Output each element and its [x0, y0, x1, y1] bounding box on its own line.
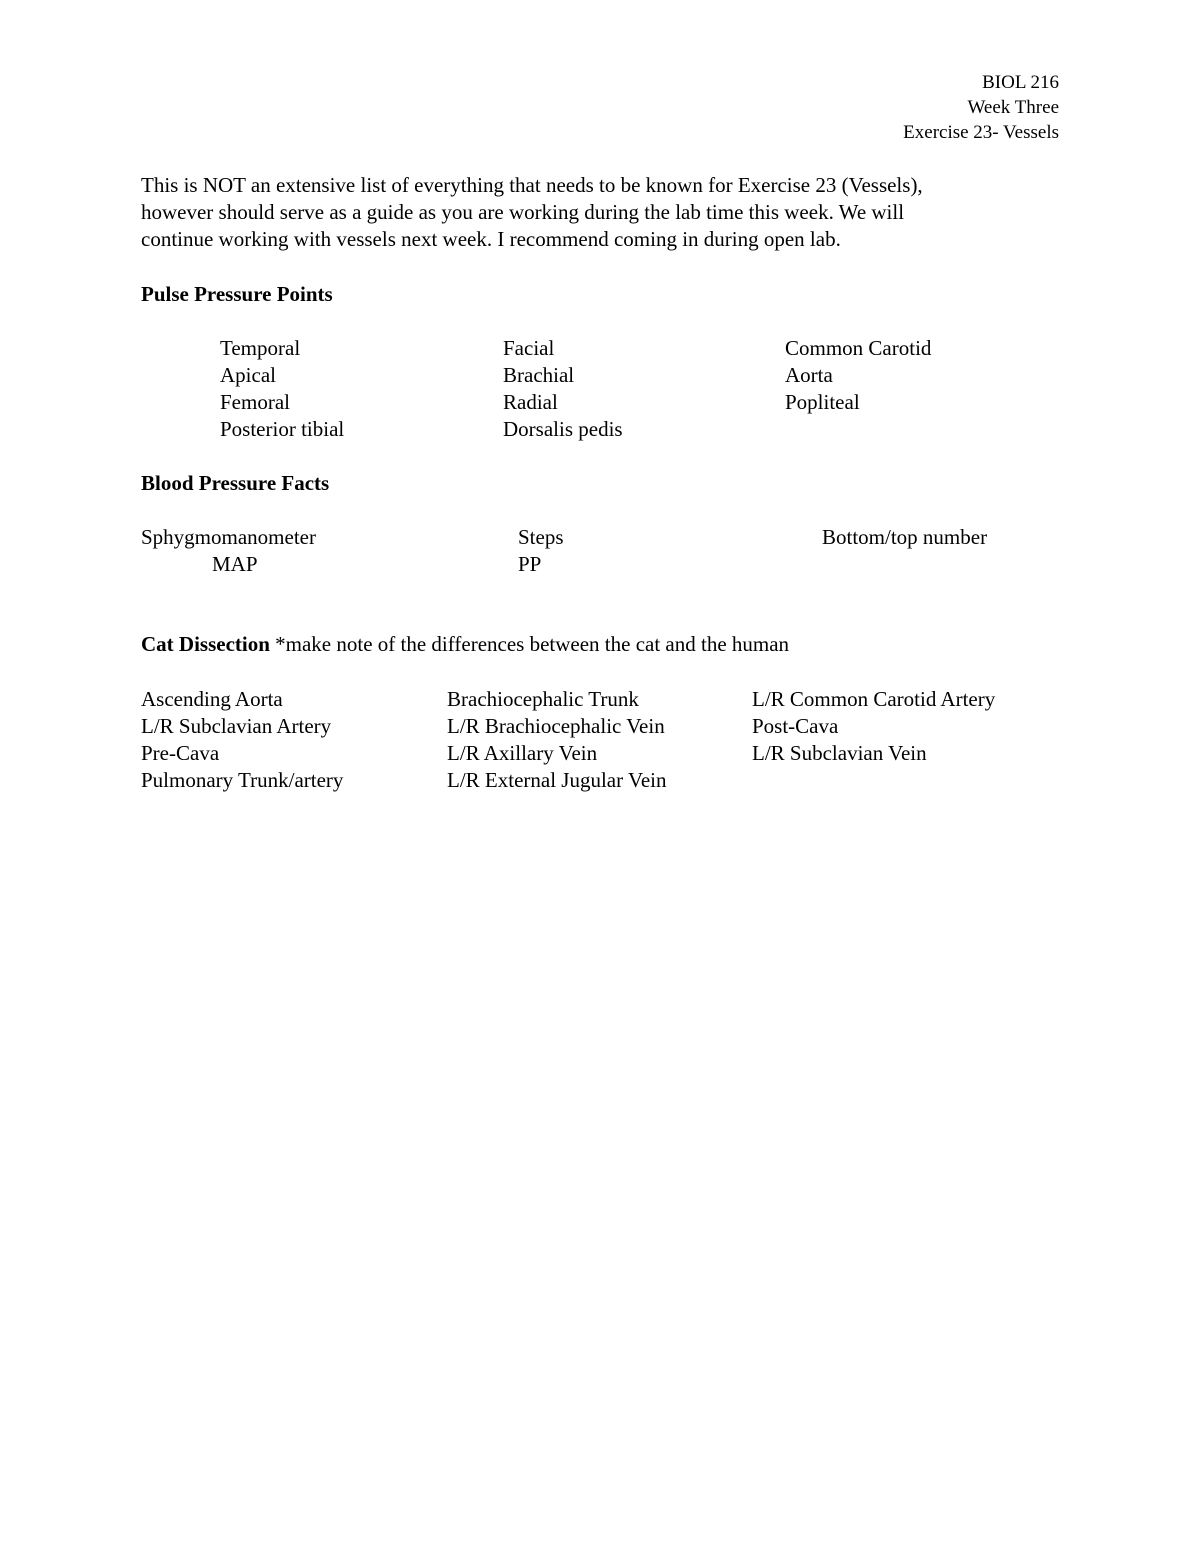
week-label: Week Three: [967, 97, 1059, 118]
pulse-heading: Pulse Pressure Points: [141, 282, 333, 306]
document-header: [903, 70, 1059, 145]
pulse-column-2: [503, 335, 623, 443]
list-item: Popliteal: [785, 390, 860, 414]
list-item: L/R Subclavian Artery: [141, 714, 332, 738]
cat-column-2: [447, 686, 667, 794]
bp-item: Steps: [518, 525, 564, 549]
list-item: L/R Axillary Vein: [447, 741, 598, 765]
bp-item: Sphygmomanometer: [141, 525, 316, 549]
intro-paragraph: [141, 172, 1061, 253]
list-item: Common Carotid: [785, 336, 932, 360]
pulse-column-3: [785, 335, 931, 416]
list-item: Dorsalis pedis: [503, 417, 623, 441]
list-item: L/R Common Carotid Artery: [752, 687, 996, 711]
exercise-title: Exercise 23- Vessels: [903, 122, 1059, 143]
cat-column-3: [752, 686, 995, 767]
list-item: Pre-Cava: [141, 741, 220, 765]
list-item: Femoral: [220, 390, 290, 414]
list-item: Brachiocephalic Trunk: [447, 687, 639, 711]
pulse-column-1: [220, 335, 344, 443]
list-item: L/R Brachiocephalic Vein: [447, 714, 665, 738]
list-item: Radial: [503, 390, 558, 414]
list-item: L/R Subclavian Vein: [752, 741, 927, 765]
list-item: Apical: [220, 363, 276, 387]
list-item: Post-Cava: [752, 714, 839, 738]
cat-heading-line: [141, 631, 789, 658]
course-code: BIOL 216: [982, 72, 1059, 93]
intro-line: continue working with vessels next week. I recommend coming in during open lab.: [141, 227, 841, 251]
list-item: Pulmonary Trunk/artery: [141, 768, 344, 792]
bp-item: Bottom/top number: [822, 525, 988, 549]
bp-item: PP: [518, 552, 542, 576]
list-item: Brachial: [503, 363, 575, 387]
cat-column-1: [141, 686, 343, 794]
list-item: L/R External Jugular Vein: [447, 768, 667, 792]
list-item: Aorta: [785, 363, 833, 387]
bp-heading: Blood Pressure Facts: [141, 471, 330, 495]
bp-item: MAP: [212, 552, 258, 576]
list-item: Posterior tibial: [220, 417, 345, 441]
intro-line: however should serve as a guide as you are working during the lab time this week. We will: [141, 200, 905, 224]
list-item: Facial: [503, 336, 555, 360]
list-item: Ascending Aorta: [141, 687, 283, 711]
intro-line: This is NOT an extensive list of everything that needs to be known for Exercise 23 (Vessels),: [141, 173, 923, 197]
cat-note: *make note of the differences between the cat and the human: [269, 632, 790, 656]
cat-heading: Cat Dissection: [141, 632, 270, 656]
list-item: Temporal: [220, 336, 301, 360]
